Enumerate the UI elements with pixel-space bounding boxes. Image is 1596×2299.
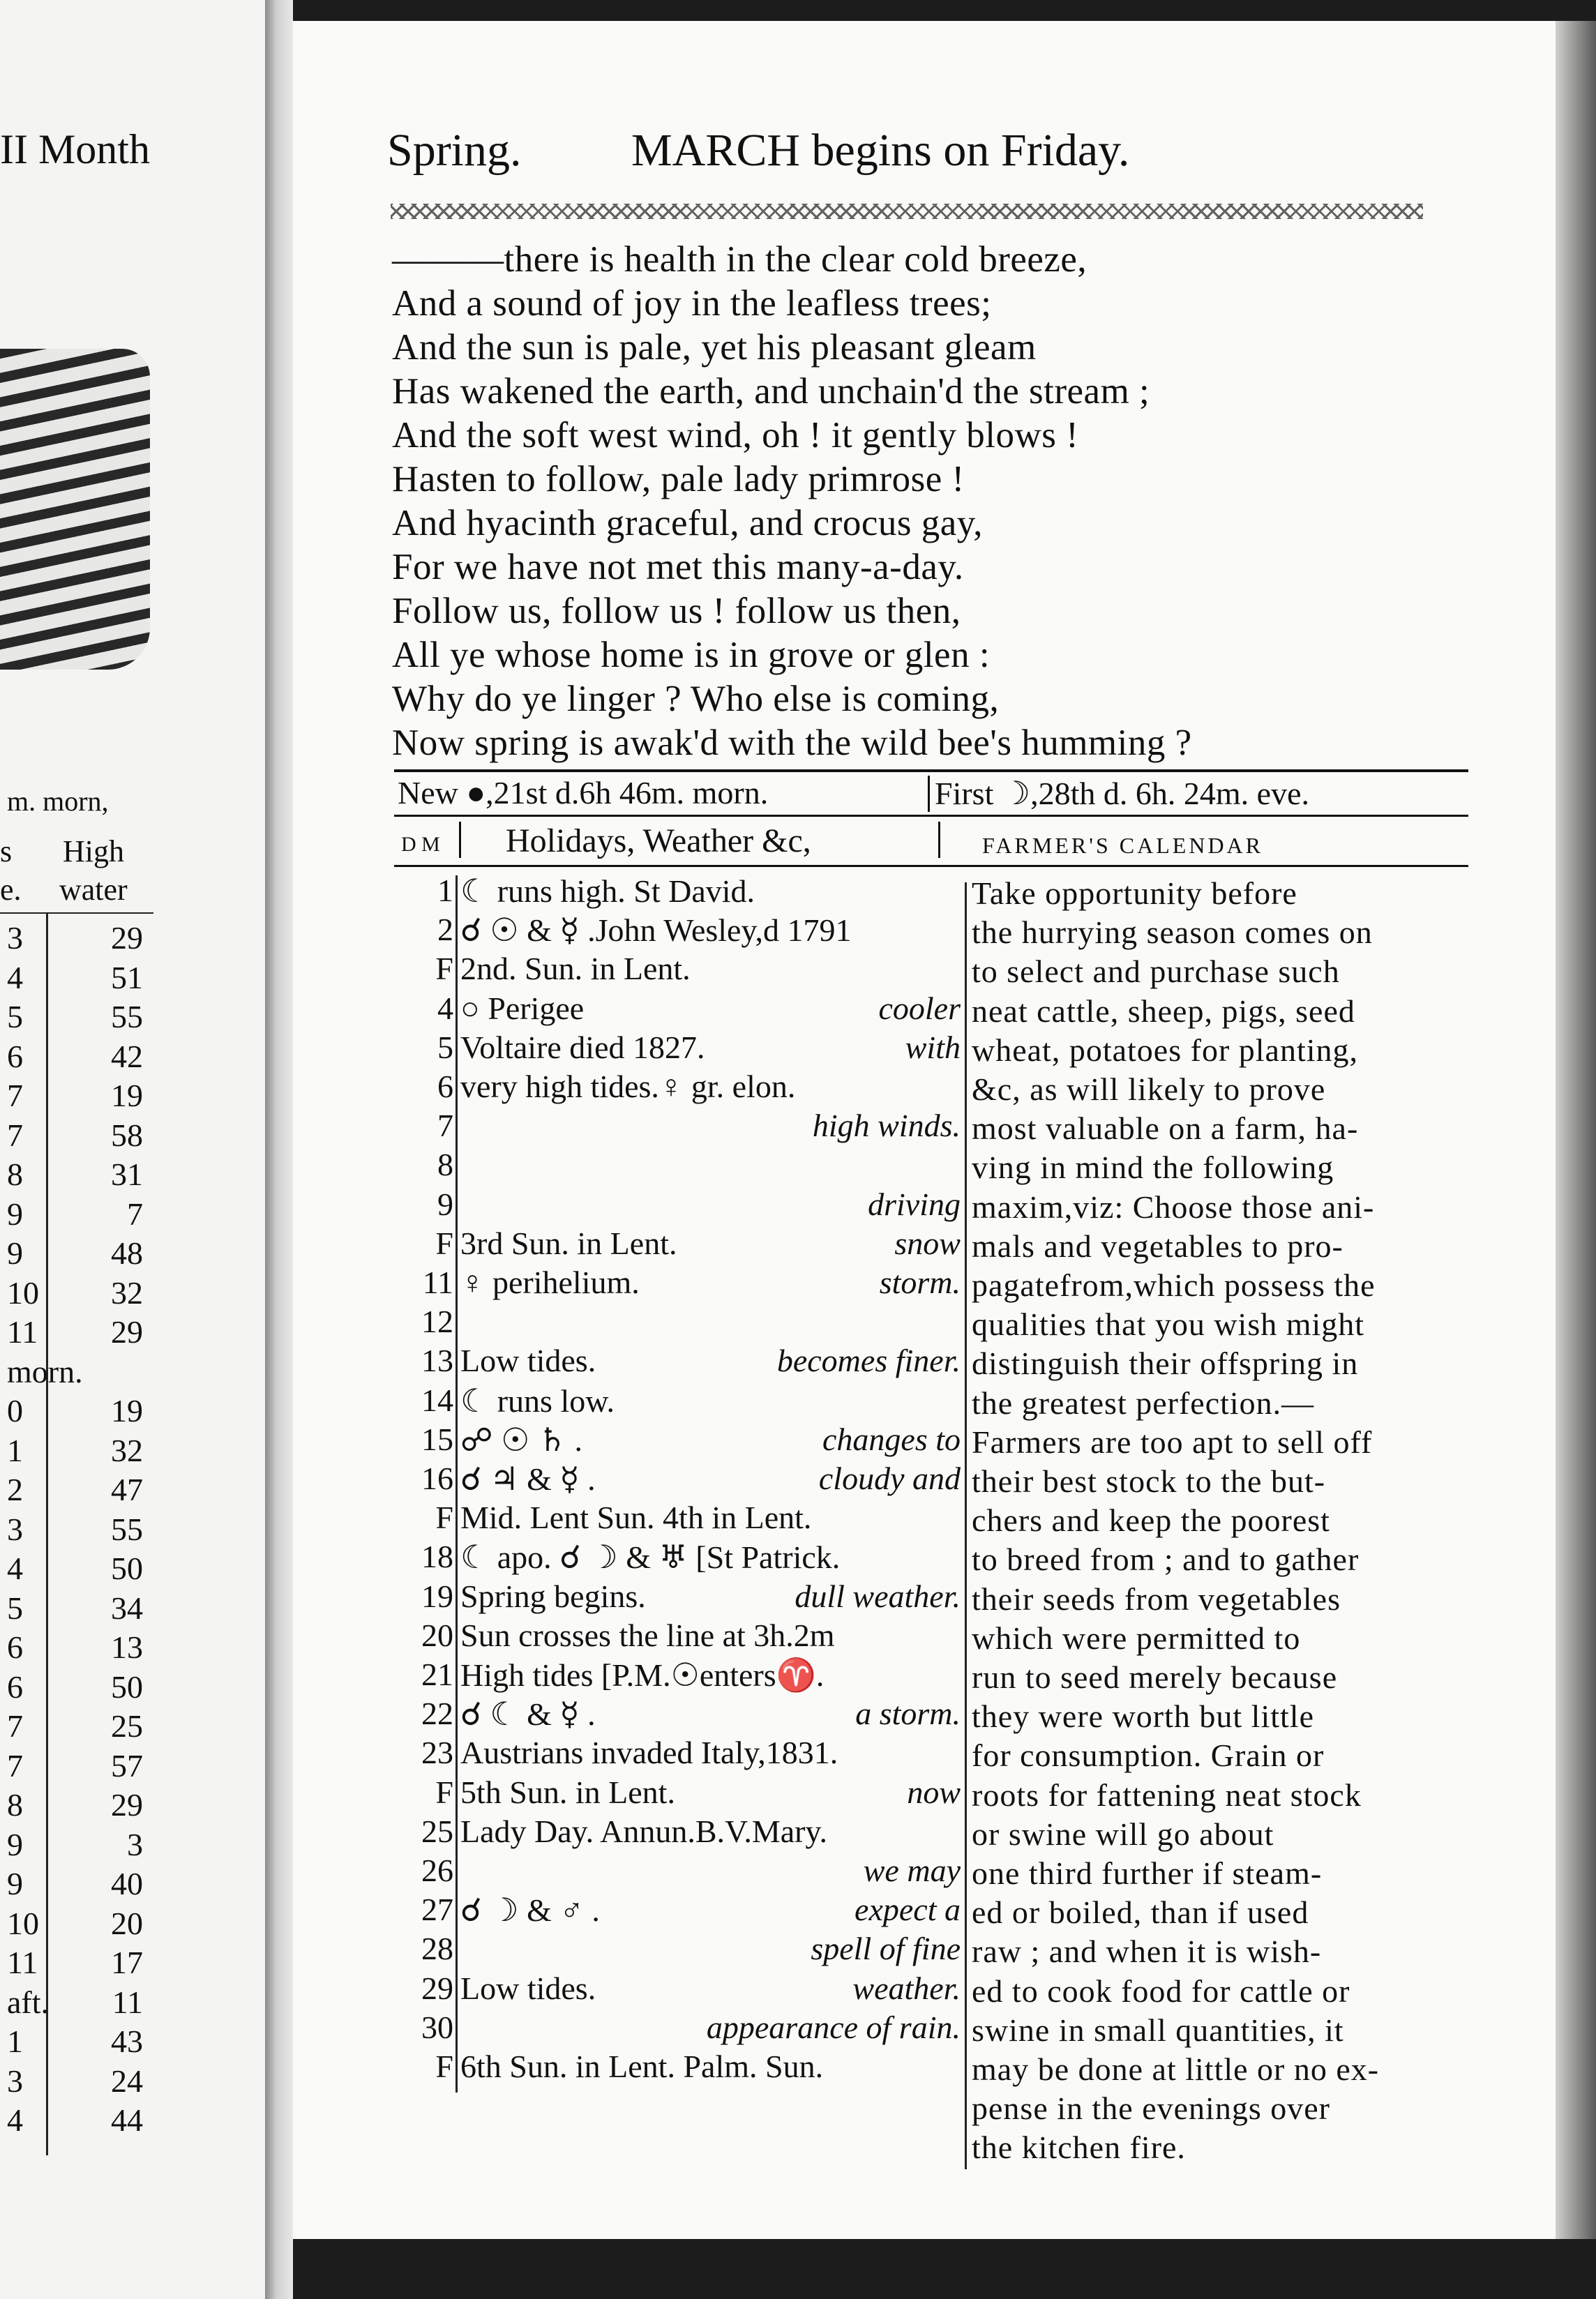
weather-cell: expect a xyxy=(855,1892,961,1928)
table-row xyxy=(0,1905,153,1945)
day-cell: 4 xyxy=(437,990,453,1026)
calendar-row xyxy=(394,2009,966,2048)
table-row xyxy=(0,1826,153,1866)
ornamental-rule xyxy=(391,204,1423,219)
calendar-row xyxy=(394,1891,966,1930)
hour-cell: morn. xyxy=(7,1353,83,1389)
table-row xyxy=(0,1668,153,1708)
holiday-cell: ☾ runs low. xyxy=(460,1382,615,1419)
farmers-calendar-line: mals and vegetables to pro- xyxy=(972,1228,1343,1264)
minute-cell: 32 xyxy=(111,1274,143,1311)
poem-line: And a sound of joy in the leafless trees; xyxy=(392,283,992,324)
calendar-row xyxy=(394,911,966,950)
minute-cell: 55 xyxy=(111,1511,143,1547)
hour-cell: 7 xyxy=(7,1117,23,1153)
weather-cell: high winds. xyxy=(812,1108,961,1144)
hour-cell: aft. xyxy=(7,1984,50,2020)
farmers-calendar-line: chers and keep the poorest xyxy=(972,1502,1330,1539)
day-cell: 28 xyxy=(421,1931,453,1967)
divider xyxy=(459,822,461,858)
calendar-row xyxy=(394,1107,966,1146)
table-row xyxy=(0,998,153,1038)
previous-page-column-heads xyxy=(0,834,153,910)
table-row xyxy=(0,1156,153,1196)
poem-line: Why do ye linger ? Who else is coming, xyxy=(392,679,1000,719)
day-cell: 6 xyxy=(437,1069,453,1104)
minute-cell: 19 xyxy=(111,1078,143,1113)
minute-cell: 29 xyxy=(111,920,143,956)
day-cell: 20 xyxy=(421,1617,453,1653)
book-gutter xyxy=(265,0,293,2299)
col-head: e. xyxy=(0,873,22,907)
day-cell: 21 xyxy=(421,1657,453,1692)
weather-cell: storm. xyxy=(879,1265,961,1300)
hour-cell: 1 xyxy=(7,2023,23,2059)
hour-cell: 7 xyxy=(7,1747,23,1784)
minute-cell: 20 xyxy=(111,1905,143,1941)
farmers-calendar-line: raw ; and when it is wish- xyxy=(972,1934,1322,1970)
calendar-row xyxy=(394,1774,966,1813)
farmers-calendar-line: the kitchen fire. xyxy=(972,2130,1186,2166)
column-head-farmers-calendar: FARMER'S CALENDAR xyxy=(982,833,1263,858)
holiday-cell: ☌ ☽ & ♂ . xyxy=(460,1892,600,1929)
calendar-row xyxy=(394,1146,966,1185)
holiday-cell: Austrians invaded Italy,1831. xyxy=(460,1735,838,1771)
farmers-calendar-line: pagatefrom,which possess the xyxy=(972,1267,1376,1303)
holiday-cell: Voltaire died 1827. xyxy=(460,1029,705,1065)
holiday-cell: Low tides. xyxy=(460,1970,596,2006)
farmers-calendar-line: ed or boiled, than if used xyxy=(972,1894,1309,1931)
day-cell: 12 xyxy=(421,1304,453,1340)
calendar-row xyxy=(394,1656,966,1695)
day-cell: F xyxy=(435,2049,453,2084)
farmers-calendar-line: ed to cook food for cattle or xyxy=(972,1973,1350,2009)
hour-cell: 9 xyxy=(7,1866,23,1901)
poem-line: And hyacinth graceful, and crocus gay, xyxy=(392,503,984,543)
woodcut-illustration xyxy=(0,349,150,670)
table-row xyxy=(0,1274,153,1314)
farmers-calendar-line: or swine will go about xyxy=(972,1816,1274,1852)
previous-page-subheader: m. morn, xyxy=(7,785,109,817)
hour-cell: 10 xyxy=(7,1905,39,1941)
calendar-row xyxy=(394,1382,966,1421)
weather-cell: appearance of rain. xyxy=(706,2009,961,2045)
table-row xyxy=(0,1984,153,2023)
previous-page-header: II Month xyxy=(0,126,150,172)
minute-cell: 11 xyxy=(112,1984,143,2020)
day-cell: 8 xyxy=(437,1147,453,1183)
col-head: water xyxy=(59,873,128,907)
farmers-calendar-line: neat cattle, sheep, pigs, seed xyxy=(972,993,1355,1029)
hour-cell: 7 xyxy=(7,1078,23,1113)
hour-cell: 2 xyxy=(7,1472,23,1507)
hour-cell: 11 xyxy=(7,1945,38,1980)
hour-cell: 9 xyxy=(7,1196,23,1232)
column-head-day: D M xyxy=(401,833,440,856)
table-row xyxy=(0,1392,153,1432)
weather-cell: spell of fine xyxy=(811,1931,961,1967)
hour-cell: 9 xyxy=(7,1826,23,1862)
minute-cell: 50 xyxy=(111,1551,143,1586)
farmers-calendar-line: the greatest perfection.— xyxy=(972,1385,1315,1421)
farmers-calendar-line: they were worth but little xyxy=(972,1698,1314,1735)
minute-cell: 24 xyxy=(111,2063,143,2099)
holiday-cell: Low tides. xyxy=(460,1343,596,1379)
table-row xyxy=(0,2023,153,2063)
minute-cell: 42 xyxy=(111,1038,143,1074)
poem-line: And the sun is pale, yet his pleasant gleam xyxy=(392,327,1037,368)
holiday-cell: ☾ runs high. St David. xyxy=(460,873,755,909)
farmers-calendar-line: their seeds from vegetables xyxy=(972,1581,1341,1617)
farmers-calendar-line: pense in the evenings over xyxy=(972,2090,1330,2127)
farmers-calendar-line: &c, as will likely to prove xyxy=(972,1071,1326,1107)
day-cell: 26 xyxy=(421,1853,453,1888)
farmers-calendar-line: run to seed merely because xyxy=(972,1659,1338,1695)
holiday-cell: ♀ perihelium. xyxy=(460,1265,640,1300)
farmers-calendar-line: maxim,viz: Choose those ani- xyxy=(972,1189,1375,1225)
day-cell: 29 xyxy=(421,1970,453,2006)
farmers-calendar-line: which were permitted to xyxy=(972,1620,1301,1656)
farmers-calendar-line: roots for fattening neat stock xyxy=(972,1777,1362,1813)
day-cell: 13 xyxy=(421,1343,453,1379)
minute-cell: 50 xyxy=(111,1668,143,1705)
calendar-row xyxy=(394,1930,966,1969)
poem-line: All ye whose home is in grove or glen : xyxy=(392,635,991,675)
hour-cell: 3 xyxy=(7,920,23,956)
season-label: Spring. xyxy=(387,125,522,176)
holiday-cell: ☍ ☉ ♄ . xyxy=(460,1422,583,1458)
calendar-row xyxy=(394,872,966,911)
hour-cell: 1 xyxy=(7,1432,23,1468)
farmers-calendar-line: swine in small quantities, it xyxy=(972,2012,1344,2048)
moon-phase-first: First ☽,28th d. 6h. 24m. eve. xyxy=(935,776,1309,811)
table-row xyxy=(0,1313,153,1353)
minute-cell: 31 xyxy=(111,1156,143,1192)
weather-cell: now xyxy=(907,1774,961,1810)
farmers-calendar-line: their best stock to the but- xyxy=(972,1463,1326,1499)
weather-cell: dull weather. xyxy=(795,1578,961,1614)
weather-cell: cloudy and xyxy=(818,1461,961,1496)
calendar-row xyxy=(394,1460,966,1499)
day-cell: 23 xyxy=(421,1735,453,1771)
hour-cell: 5 xyxy=(7,999,23,1034)
day-cell: 5 xyxy=(437,1029,453,1065)
col-head: s xyxy=(0,834,13,868)
minute-cell: 57 xyxy=(111,1747,143,1784)
calendar-row xyxy=(394,1068,966,1107)
column-head-holidays: Holidays, Weather &c, xyxy=(506,822,811,859)
minute-cell: 58 xyxy=(111,1117,143,1153)
divider xyxy=(394,815,1468,817)
calendar-row xyxy=(394,1342,966,1381)
holiday-cell: very high tides.♀ gr. elon. xyxy=(460,1069,796,1104)
day-cell: 7 xyxy=(437,1108,453,1144)
minute-cell: 29 xyxy=(111,1787,143,1823)
day-cell: 9 xyxy=(437,1186,453,1222)
calendar-row xyxy=(394,1617,966,1656)
hour-cell: 6 xyxy=(7,1629,23,1665)
calendar-row xyxy=(394,1970,966,2009)
farmers-calendar-line: wheat, potatoes for planting, xyxy=(972,1032,1359,1068)
minute-cell: 55 xyxy=(111,999,143,1034)
day-cell: F xyxy=(435,1500,453,1536)
table-row xyxy=(0,1196,153,1235)
hour-cell: 4 xyxy=(7,1551,23,1586)
holiday-cell: ☌ ☉ & ☿ .John Wesley,d 1791 xyxy=(460,912,852,949)
farmers-calendar-line: the hurrying season comes on xyxy=(972,914,1373,951)
hour-cell: 4 xyxy=(7,2102,23,2138)
holiday-cell: 6th Sun. in Lent. Palm. Sun. xyxy=(460,2049,824,2084)
table-row xyxy=(0,1786,153,1826)
minute-cell: 48 xyxy=(111,1235,143,1271)
calendar-row xyxy=(394,1538,966,1577)
farmers-calendar-line: most valuable on a farm, ha- xyxy=(972,1110,1359,1147)
weather-cell: weather. xyxy=(852,1970,961,2006)
table-row xyxy=(0,1471,153,1511)
farmers-calendar-line: for consumption. Grain or xyxy=(972,1738,1325,1774)
poem-line: Has wakened the earth, and unchain'd the stream ; xyxy=(392,371,1150,412)
calendar-row xyxy=(394,1499,966,1538)
calendar-row xyxy=(394,1421,966,1460)
holiday-cell: Spring begins. xyxy=(460,1578,646,1614)
minute-cell: 7 xyxy=(127,1196,143,1232)
hour-cell: 8 xyxy=(7,1787,23,1823)
farmers-calendar-line: to select and purchase such xyxy=(972,953,1340,990)
farmers-calendar-line: qualities that you wish might xyxy=(972,1306,1365,1343)
calendar-row xyxy=(394,1186,966,1225)
poem-line: ———there is health in the clear cold breeze, xyxy=(392,239,1087,280)
table-row xyxy=(0,1235,153,1274)
weather-cell: becomes finer. xyxy=(776,1343,961,1379)
previous-page xyxy=(0,0,265,2299)
hour-cell: 11 xyxy=(7,1314,38,1350)
hour-cell: 6 xyxy=(7,1668,23,1705)
divider xyxy=(394,769,1468,772)
hour-cell: 10 xyxy=(7,1274,39,1311)
day-cell: 11 xyxy=(422,1265,453,1300)
poem-line: Hasten to follow, pale lady primrose ! xyxy=(392,459,965,499)
hour-cell: 3 xyxy=(7,1511,23,1547)
minute-cell: 3 xyxy=(127,1826,143,1862)
table-row xyxy=(0,1865,153,1905)
divider xyxy=(938,822,940,858)
table-row xyxy=(0,1550,153,1590)
day-cell: 25 xyxy=(421,1813,453,1849)
calendar-row xyxy=(394,1029,966,1068)
holiday-cell: 3rd Sun. in Lent. xyxy=(460,1225,677,1261)
hour-cell: 7 xyxy=(7,1708,23,1744)
minute-cell: 43 xyxy=(111,2023,143,2059)
table-row xyxy=(0,1432,153,1472)
poem-line: Follow us, follow us ! follow us then, xyxy=(392,591,961,631)
hour-cell: 6 xyxy=(7,1038,23,1074)
weather-cell: changes to xyxy=(822,1421,961,1457)
page-edge xyxy=(1556,21,1596,2239)
calendar-row xyxy=(394,950,966,989)
farmers-calendar-line: Take opportunity before xyxy=(972,875,1297,911)
day-cell: 1 xyxy=(437,873,453,908)
holiday-cell: High tides [P.M.☉enters♈. xyxy=(460,1657,825,1693)
holiday-cell: ○ Perigee xyxy=(460,990,585,1026)
farmers-calendar-line: one third further if steam- xyxy=(972,1855,1323,1891)
day-cell: 15 xyxy=(421,1421,453,1457)
table-row xyxy=(0,959,153,999)
holiday-cell: Lady Day. Annun.B.V.Mary. xyxy=(460,1813,827,1849)
holiday-cell: ☌ ♃ & ☿ . xyxy=(460,1461,596,1497)
table-row xyxy=(0,1629,153,1668)
holiday-cell: ☾ apo. ☌ ☽ & ♅ [St Patrick. xyxy=(460,1539,841,1576)
weather-cell: with xyxy=(905,1029,961,1065)
hour-cell: 8 xyxy=(7,1156,23,1192)
minute-cell: 34 xyxy=(111,1590,143,1626)
hour-cell: 5 xyxy=(7,1590,23,1626)
minute-cell: 19 xyxy=(111,1393,143,1429)
calendar-row xyxy=(394,2048,966,2087)
minute-cell: 17 xyxy=(111,1945,143,1980)
poem-line: Now spring is awak'd with the wild bee's humming ? xyxy=(392,723,1192,763)
table-row xyxy=(0,1353,153,1393)
day-cell: F xyxy=(435,951,453,987)
day-cell: F xyxy=(435,1225,453,1261)
day-cell: 14 xyxy=(421,1382,453,1418)
day-cell: 18 xyxy=(421,1539,453,1575)
minute-cell: 40 xyxy=(111,1866,143,1901)
table-row xyxy=(0,1117,153,1156)
table-row xyxy=(0,1511,153,1551)
farmers-calendar-line: to breed from ; and to gather xyxy=(972,1542,1360,1578)
minute-cell: 51 xyxy=(111,959,143,995)
calendar-row xyxy=(394,1225,966,1264)
divider xyxy=(394,865,1468,867)
weather-cell: cooler xyxy=(878,990,961,1026)
holiday-cell: 5th Sun. in Lent. xyxy=(460,1774,675,1810)
holiday-cell: Sun crosses the line at 3h.2m xyxy=(460,1617,835,1653)
poem-line: For we have not met this many-a-day. xyxy=(392,547,964,587)
calendar-row xyxy=(394,1695,966,1734)
farmers-calendar-line: distinguish their offspring in xyxy=(972,1346,1359,1382)
weather-cell: driving xyxy=(868,1186,961,1222)
divider xyxy=(928,776,930,812)
table-row xyxy=(0,1077,153,1117)
calendar-row xyxy=(394,1734,966,1773)
calendar-row xyxy=(394,1813,966,1852)
minute-cell: 47 xyxy=(111,1472,143,1507)
table-row xyxy=(0,1747,153,1787)
minute-cell: 44 xyxy=(111,2102,143,2138)
table-row xyxy=(0,1708,153,1747)
holiday-cell: Mid. Lent Sun. 4th in Lent. xyxy=(460,1500,812,1536)
table-row xyxy=(0,2102,153,2141)
farmers-calendar-line: ving in mind the following xyxy=(972,1150,1334,1186)
weather-cell: a storm. xyxy=(855,1696,961,1732)
hour-cell: 4 xyxy=(7,959,23,995)
table-row xyxy=(0,1038,153,1078)
day-cell: 2 xyxy=(437,912,453,948)
hour-cell: 9 xyxy=(7,1235,23,1271)
page-title: MARCH begins on Friday. xyxy=(631,125,1130,176)
holiday-cell: 2nd. Sun. in Lent. xyxy=(460,951,691,987)
table-row xyxy=(0,2063,153,2102)
calendar-row xyxy=(394,1852,966,1891)
day-cell: 27 xyxy=(421,1892,453,1928)
calendar-row xyxy=(394,1578,966,1617)
day-cell: 19 xyxy=(421,1578,453,1614)
table-row xyxy=(0,1590,153,1629)
moon-phase-new: New ●,21st d.6h 46m. morn. xyxy=(398,775,769,811)
weather-cell: snow xyxy=(894,1225,961,1261)
minute-cell: 32 xyxy=(111,1432,143,1468)
hour-cell: 3 xyxy=(7,2063,23,2099)
minute-cell: 29 xyxy=(111,1314,143,1350)
farmers-calendar-line: Farmers are too apt to sell off xyxy=(972,1424,1373,1460)
minute-cell: 25 xyxy=(111,1708,143,1744)
table-row xyxy=(0,1944,153,1984)
holiday-cell: ☌ ☾ & ☿ . xyxy=(460,1696,596,1733)
day-cell: 16 xyxy=(421,1461,453,1496)
table-row xyxy=(0,919,153,959)
farmers-calendar-line: may be done at little or no ex- xyxy=(972,2051,1380,2087)
divider xyxy=(0,912,153,914)
calendar-row xyxy=(394,1303,966,1342)
day-cell: F xyxy=(435,1774,453,1810)
calendar-row xyxy=(394,990,966,1029)
day-cell: 22 xyxy=(421,1696,453,1732)
minute-cell: 13 xyxy=(111,1629,143,1665)
calendar-row xyxy=(394,1264,966,1303)
hour-cell: 0 xyxy=(7,1393,23,1429)
poem-line: And the soft west wind, oh ! it gently blows ! xyxy=(392,415,1079,455)
col-head: High xyxy=(63,834,124,868)
day-cell: 30 xyxy=(421,2009,453,2045)
weather-cell: we may xyxy=(863,1853,961,1888)
